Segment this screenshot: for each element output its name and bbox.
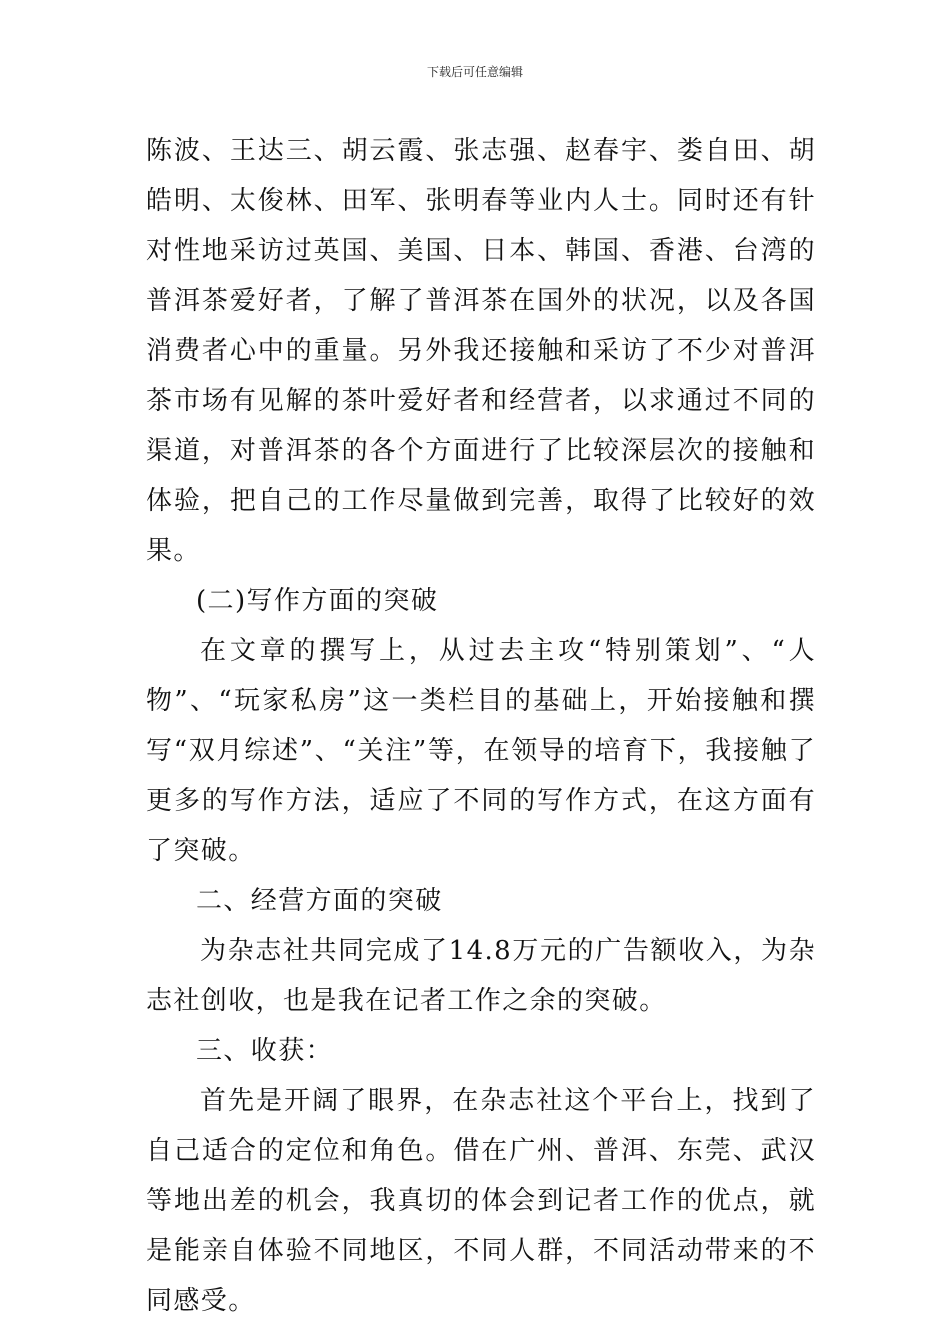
heading-gains: 三、收获：: [196, 1036, 334, 1066]
paragraph-interviewees: 陈波、王达三、胡云霞、张志强、赵春宇、娄自田、胡皓明、太俊林、田军、张明春等业内人士。同时还有针对性地采访过英国、美国、日本、韩国、香港、台湾的普洱茶爱好者，了解了普洱茶在国外的状况，以及各国消费者心中的重量。另外我还接触和采访了不少对普洱茶市场有见解的茶叶爱好者和经营者，以求通过不同的渠道，对普洱茶的各个方面进行了比较深层次的接触和体验，把自己的工作尽量做到完善，取得了比较好的效果。: [146, 136, 816, 566]
document-body: [146, 126, 816, 1326]
paragraph-gains: 首先是开阔了眼界，在杂志社这个平台上，找到了自己适合的定位和角色。借在广州、普洱、东莞、武汉等地出差的机会，我真切的体会到记者工作的优点，就是能亲自体验不同地区，不同人群，不同活动带来的不同感受。: [146, 1086, 816, 1316]
paragraph-writing: 在文章的撰写上，从过去主攻“特别策划”、“人物”、“玩家私房”这一类栏目的基础上，开始接触和撰写“双月综述”、“关注”等，在领导的培育下，我接触了更多的写作方法，适应了不同的写作方式，在这方面有了突破。: [146, 636, 816, 866]
page-header: 下载后可任意编辑: [426, 65, 523, 79]
heading-business-breakthrough: 二、经营方面的突破: [196, 886, 443, 916]
heading-writing-breakthrough: (二)写作方面的突破: [196, 586, 439, 616]
paragraph-business: 为杂志社共同完成了14.8万元的广告额收入，为杂志社创收，也是我在记者工作之余的突破。: [146, 936, 816, 1016]
